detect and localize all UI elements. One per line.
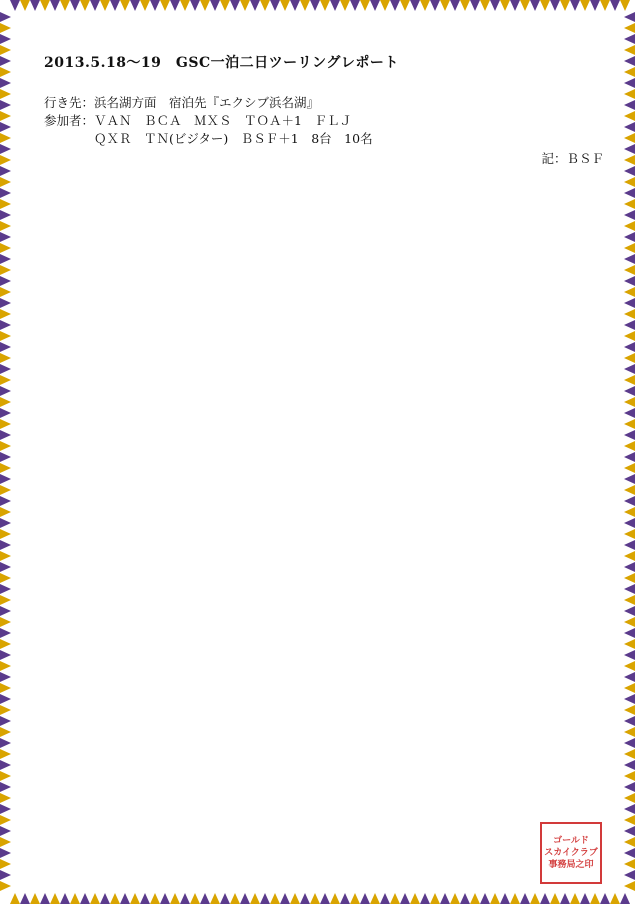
border-triangle-icon (610, 0, 620, 11)
border-triangle-icon (450, 0, 460, 11)
border-triangle-icon (0, 826, 11, 836)
border-triangle-icon (624, 463, 635, 473)
author-credit: 記：ＢＳＦ (541, 151, 604, 166)
border-triangle-icon (0, 111, 11, 121)
border-triangle-icon (624, 232, 635, 242)
border-triangle-icon (624, 23, 635, 33)
border-triangle-icon (260, 893, 270, 904)
border-triangle-icon (390, 0, 400, 11)
border-triangle-icon (550, 893, 560, 904)
border-triangle-icon (624, 89, 635, 99)
border-triangle-icon (620, 893, 630, 904)
border-triangle-icon (530, 0, 540, 11)
border-triangle-icon (210, 893, 220, 904)
border-triangle-icon (0, 78, 11, 88)
report-content (44, 52, 604, 170)
border-triangle-icon (430, 0, 440, 11)
border-triangle-icon (0, 628, 11, 638)
participants-line-1: 参加者：ＶＡＮ ＢＣＡ ＭＸＳ ＴＯＡ＋1 ＦＬＪ (44, 113, 352, 128)
border-triangle-icon (400, 893, 410, 904)
border-triangle-icon (340, 893, 350, 904)
border-triangle-icon (0, 419, 11, 429)
border-triangle-icon (150, 0, 160, 11)
border-triangle-icon (620, 0, 630, 11)
border-triangle-icon (160, 0, 170, 11)
club-seal-stamp (540, 822, 602, 884)
border-triangle-icon (0, 155, 11, 165)
report-title: 2013.5.18〜19 GSC一泊二日ツーリングレポート (44, 55, 399, 71)
border-triangle-icon (0, 298, 11, 308)
border-triangle-icon (370, 0, 380, 11)
border-triangle-icon (360, 0, 370, 11)
border-triangle-icon (380, 0, 390, 11)
decorative-border-left (0, 12, 16, 892)
border-triangle-icon (624, 177, 635, 187)
border-triangle-icon (624, 617, 635, 627)
border-triangle-icon (230, 893, 240, 904)
border-triangle-icon (624, 771, 635, 781)
border-triangle-icon (0, 606, 11, 616)
border-triangle-icon (0, 870, 11, 880)
border-triangle-icon (510, 0, 520, 11)
border-triangle-icon (10, 893, 20, 904)
border-triangle-icon (624, 45, 635, 55)
border-triangle-icon (100, 0, 110, 11)
border-triangle-icon (180, 0, 190, 11)
border-triangle-icon (624, 540, 635, 550)
border-triangle-icon (624, 34, 635, 44)
border-triangle-icon (40, 0, 50, 11)
border-triangle-icon (624, 474, 635, 484)
border-triangle-icon (200, 893, 210, 904)
border-triangle-icon (0, 661, 11, 671)
border-triangle-icon (440, 0, 450, 11)
stamp-text-line: ゴールド (553, 836, 589, 846)
border-triangle-icon (0, 320, 11, 330)
border-triangle-icon (0, 408, 11, 418)
border-triangle-icon (520, 893, 530, 904)
border-triangle-icon (410, 0, 420, 11)
border-triangle-icon (490, 0, 500, 11)
border-triangle-icon (0, 595, 11, 605)
border-triangle-icon (624, 606, 635, 616)
border-triangle-icon (624, 320, 635, 330)
border-triangle-icon (624, 298, 635, 308)
border-triangle-icon (170, 893, 180, 904)
border-triangle-icon (530, 893, 540, 904)
border-triangle-icon (0, 12, 11, 22)
border-triangle-icon (0, 254, 11, 264)
border-triangle-icon (0, 848, 11, 858)
border-triangle-icon (0, 694, 11, 704)
border-triangle-icon (590, 893, 600, 904)
border-triangle-icon (0, 287, 11, 297)
border-triangle-icon (10, 0, 20, 11)
border-triangle-icon (624, 683, 635, 693)
border-triangle-icon (624, 804, 635, 814)
decorative-border-right (624, 12, 640, 892)
border-triangle-icon (540, 893, 550, 904)
border-triangle-icon (0, 177, 11, 187)
border-triangle-icon (624, 287, 635, 297)
stamp-text-line: スカイクラブ (544, 848, 598, 858)
border-triangle-icon (0, 650, 11, 660)
border-triangle-icon (0, 265, 11, 275)
border-triangle-icon (190, 0, 200, 11)
border-triangle-icon (624, 716, 635, 726)
border-triangle-icon (624, 430, 635, 440)
border-triangle-icon (0, 34, 11, 44)
decorative-border-bottom (10, 888, 630, 904)
border-triangle-icon (624, 496, 635, 506)
border-triangle-icon (624, 705, 635, 715)
border-triangle-icon (624, 166, 635, 176)
stamp-text-line: 事務局之印 (548, 860, 594, 870)
border-triangle-icon (70, 893, 80, 904)
border-triangle-icon (80, 0, 90, 11)
border-triangle-icon (0, 507, 11, 517)
border-triangle-icon (0, 683, 11, 693)
border-triangle-icon (460, 0, 470, 11)
border-triangle-icon (624, 518, 635, 528)
border-triangle-icon (624, 12, 635, 22)
border-triangle-icon (130, 0, 140, 11)
border-triangle-icon (0, 551, 11, 561)
border-triangle-icon (0, 166, 11, 176)
border-triangle-icon (420, 0, 430, 11)
border-triangle-icon (0, 705, 11, 715)
border-triangle-icon (0, 67, 11, 77)
border-triangle-icon (450, 893, 460, 904)
border-triangle-icon (624, 881, 635, 891)
border-triangle-icon (0, 133, 11, 143)
border-triangle-icon (0, 815, 11, 825)
border-triangle-icon (600, 893, 610, 904)
border-triangle-icon (150, 893, 160, 904)
border-triangle-icon (350, 0, 360, 11)
border-triangle-icon (310, 0, 320, 11)
border-triangle-icon (20, 893, 30, 904)
border-triangle-icon (180, 893, 190, 904)
border-triangle-icon (0, 430, 11, 440)
border-triangle-icon (90, 0, 100, 11)
border-triangle-icon (330, 893, 340, 904)
border-triangle-icon (0, 452, 11, 462)
border-triangle-icon (624, 276, 635, 286)
border-triangle-icon (0, 210, 11, 220)
border-triangle-icon (624, 56, 635, 66)
border-triangle-icon (290, 0, 300, 11)
border-triangle-icon (0, 386, 11, 396)
border-triangle-icon (624, 67, 635, 77)
border-triangle-icon (624, 639, 635, 649)
border-triangle-icon (500, 893, 510, 904)
border-triangle-icon (570, 0, 580, 11)
border-triangle-icon (340, 0, 350, 11)
border-triangle-icon (470, 0, 480, 11)
border-triangle-icon (0, 793, 11, 803)
border-triangle-icon (0, 782, 11, 792)
border-triangle-icon (0, 56, 11, 66)
border-triangle-icon (430, 893, 440, 904)
border-triangle-icon (50, 893, 60, 904)
border-triangle-icon (190, 893, 200, 904)
border-triangle-icon (624, 661, 635, 671)
border-triangle-icon (624, 133, 635, 143)
border-triangle-icon (624, 859, 635, 869)
decorative-border-top (10, 0, 630, 16)
border-triangle-icon (624, 727, 635, 737)
border-triangle-icon (0, 397, 11, 407)
border-triangle-icon (220, 893, 230, 904)
border-triangle-icon (624, 584, 635, 594)
border-triangle-icon (550, 0, 560, 11)
border-triangle-icon (624, 815, 635, 825)
border-triangle-icon (110, 0, 120, 11)
border-triangle-icon (510, 893, 520, 904)
border-triangle-icon (624, 826, 635, 836)
border-triangle-icon (624, 254, 635, 264)
border-triangle-icon (0, 529, 11, 539)
border-triangle-icon (624, 628, 635, 638)
border-triangle-icon (0, 518, 11, 528)
border-triangle-icon (370, 893, 380, 904)
border-triangle-icon (0, 144, 11, 154)
border-triangle-icon (320, 0, 330, 11)
border-triangle-icon (624, 507, 635, 517)
border-triangle-icon (410, 893, 420, 904)
border-triangle-icon (624, 353, 635, 363)
border-triangle-icon (270, 0, 280, 11)
border-triangle-icon (624, 155, 635, 165)
border-triangle-icon (624, 78, 635, 88)
border-triangle-icon (624, 529, 635, 539)
border-triangle-icon (350, 893, 360, 904)
border-triangle-icon (0, 375, 11, 385)
border-triangle-icon (490, 893, 500, 904)
border-triangle-icon (0, 122, 11, 132)
border-triangle-icon (310, 893, 320, 904)
border-triangle-icon (380, 893, 390, 904)
border-triangle-icon (360, 893, 370, 904)
border-triangle-icon (624, 738, 635, 748)
border-triangle-icon (0, 474, 11, 484)
border-triangle-icon (0, 771, 11, 781)
border-triangle-icon (0, 23, 11, 33)
border-triangle-icon (624, 199, 635, 209)
border-triangle-icon (580, 893, 590, 904)
border-triangle-icon (210, 0, 220, 11)
border-triangle-icon (320, 893, 330, 904)
border-triangle-icon (0, 617, 11, 627)
border-triangle-icon (0, 232, 11, 242)
border-triangle-icon (80, 893, 90, 904)
border-triangle-icon (624, 397, 635, 407)
border-triangle-icon (624, 408, 635, 418)
border-triangle-icon (624, 441, 635, 451)
border-triangle-icon (624, 419, 635, 429)
border-triangle-icon (624, 573, 635, 583)
border-triangle-icon (0, 760, 11, 770)
border-triangle-icon (624, 386, 635, 396)
border-triangle-icon (624, 144, 635, 154)
border-triangle-icon (0, 496, 11, 506)
border-triangle-icon (460, 893, 470, 904)
border-triangle-icon (440, 893, 450, 904)
border-triangle-icon (0, 221, 11, 231)
border-triangle-icon (560, 0, 570, 11)
border-triangle-icon (200, 0, 210, 11)
border-triangle-icon (624, 650, 635, 660)
border-triangle-icon (480, 0, 490, 11)
border-triangle-icon (624, 265, 635, 275)
border-triangle-icon (624, 210, 635, 220)
border-triangle-icon (0, 353, 11, 363)
border-triangle-icon (130, 893, 140, 904)
border-triangle-icon (50, 0, 60, 11)
border-triangle-icon (624, 793, 635, 803)
border-triangle-icon (0, 837, 11, 847)
border-triangle-icon (0, 573, 11, 583)
border-triangle-icon (470, 893, 480, 904)
border-triangle-icon (300, 893, 310, 904)
border-triangle-icon (140, 893, 150, 904)
border-triangle-icon (300, 0, 310, 11)
border-triangle-icon (0, 485, 11, 495)
border-triangle-icon (0, 738, 11, 748)
border-triangle-icon (60, 0, 70, 11)
border-triangle-icon (0, 540, 11, 550)
border-triangle-icon (120, 893, 130, 904)
border-triangle-icon (390, 893, 400, 904)
border-triangle-icon (624, 188, 635, 198)
border-triangle-icon (624, 551, 635, 561)
border-triangle-icon (420, 893, 430, 904)
border-triangle-icon (120, 0, 130, 11)
border-triangle-icon (0, 716, 11, 726)
border-triangle-icon (0, 100, 11, 110)
border-triangle-icon (280, 893, 290, 904)
border-triangle-icon (624, 452, 635, 462)
border-triangle-icon (624, 221, 635, 231)
border-triangle-icon (0, 89, 11, 99)
border-triangle-icon (230, 0, 240, 11)
border-triangle-icon (140, 0, 150, 11)
border-triangle-icon (624, 760, 635, 770)
border-triangle-icon (0, 342, 11, 352)
border-triangle-icon (624, 782, 635, 792)
border-triangle-icon (610, 893, 620, 904)
border-triangle-icon (500, 0, 510, 11)
border-triangle-icon (0, 562, 11, 572)
border-triangle-icon (624, 342, 635, 352)
border-triangle-icon (624, 100, 635, 110)
border-triangle-icon (240, 893, 250, 904)
border-triangle-icon (480, 893, 490, 904)
border-triangle-icon (624, 364, 635, 374)
border-triangle-icon (0, 441, 11, 451)
border-triangle-icon (624, 375, 635, 385)
border-triangle-icon (70, 0, 80, 11)
border-triangle-icon (40, 893, 50, 904)
report-meta (44, 94, 604, 148)
destination-line: 行き先：浜名湖方面 宿泊先『エクシブ浜名湖』 (44, 95, 320, 110)
border-triangle-icon (0, 276, 11, 286)
border-triangle-icon (0, 188, 11, 198)
border-triangle-icon (30, 0, 40, 11)
border-triangle-icon (624, 870, 635, 880)
border-triangle-icon (560, 893, 570, 904)
border-triangle-icon (170, 0, 180, 11)
border-triangle-icon (624, 111, 635, 121)
border-triangle-icon (290, 893, 300, 904)
border-triangle-icon (0, 309, 11, 319)
border-triangle-icon (100, 893, 110, 904)
border-triangle-icon (624, 848, 635, 858)
border-triangle-icon (0, 243, 11, 253)
border-triangle-icon (624, 309, 635, 319)
border-triangle-icon (220, 0, 230, 11)
border-triangle-icon (0, 364, 11, 374)
border-triangle-icon (624, 562, 635, 572)
border-triangle-icon (600, 0, 610, 11)
border-triangle-icon (330, 0, 340, 11)
participants-line-2: ＱＸＲ ＴＮ(ビジター) ＢＳＦ＋1 8台 10名 (44, 131, 373, 146)
border-triangle-icon (110, 893, 120, 904)
border-triangle-icon (0, 859, 11, 869)
border-triangle-icon (260, 0, 270, 11)
border-triangle-icon (624, 485, 635, 495)
border-triangle-icon (624, 694, 635, 704)
border-triangle-icon (0, 727, 11, 737)
border-triangle-icon (624, 122, 635, 132)
border-triangle-icon (160, 893, 170, 904)
border-triangle-icon (0, 672, 11, 682)
border-triangle-icon (590, 0, 600, 11)
border-triangle-icon (0, 331, 11, 341)
border-triangle-icon (624, 595, 635, 605)
border-triangle-icon (570, 893, 580, 904)
border-triangle-icon (0, 881, 11, 891)
border-triangle-icon (250, 0, 260, 11)
border-triangle-icon (240, 0, 250, 11)
border-triangle-icon (90, 893, 100, 904)
border-triangle-icon (520, 0, 530, 11)
border-triangle-icon (0, 463, 11, 473)
border-triangle-icon (624, 749, 635, 759)
border-triangle-icon (30, 893, 40, 904)
border-triangle-icon (0, 804, 11, 814)
border-triangle-icon (0, 584, 11, 594)
border-triangle-icon (624, 331, 635, 341)
border-triangle-icon (280, 0, 290, 11)
border-triangle-icon (624, 672, 635, 682)
border-triangle-icon (0, 749, 11, 759)
border-triangle-icon (580, 0, 590, 11)
border-triangle-icon (0, 199, 11, 209)
border-triangle-icon (0, 45, 11, 55)
border-triangle-icon (60, 893, 70, 904)
border-triangle-icon (624, 243, 635, 253)
border-triangle-icon (540, 0, 550, 11)
border-triangle-icon (0, 639, 11, 649)
border-triangle-icon (270, 893, 280, 904)
border-triangle-icon (624, 837, 635, 847)
border-triangle-icon (250, 893, 260, 904)
border-triangle-icon (20, 0, 30, 11)
border-triangle-icon (400, 0, 410, 11)
